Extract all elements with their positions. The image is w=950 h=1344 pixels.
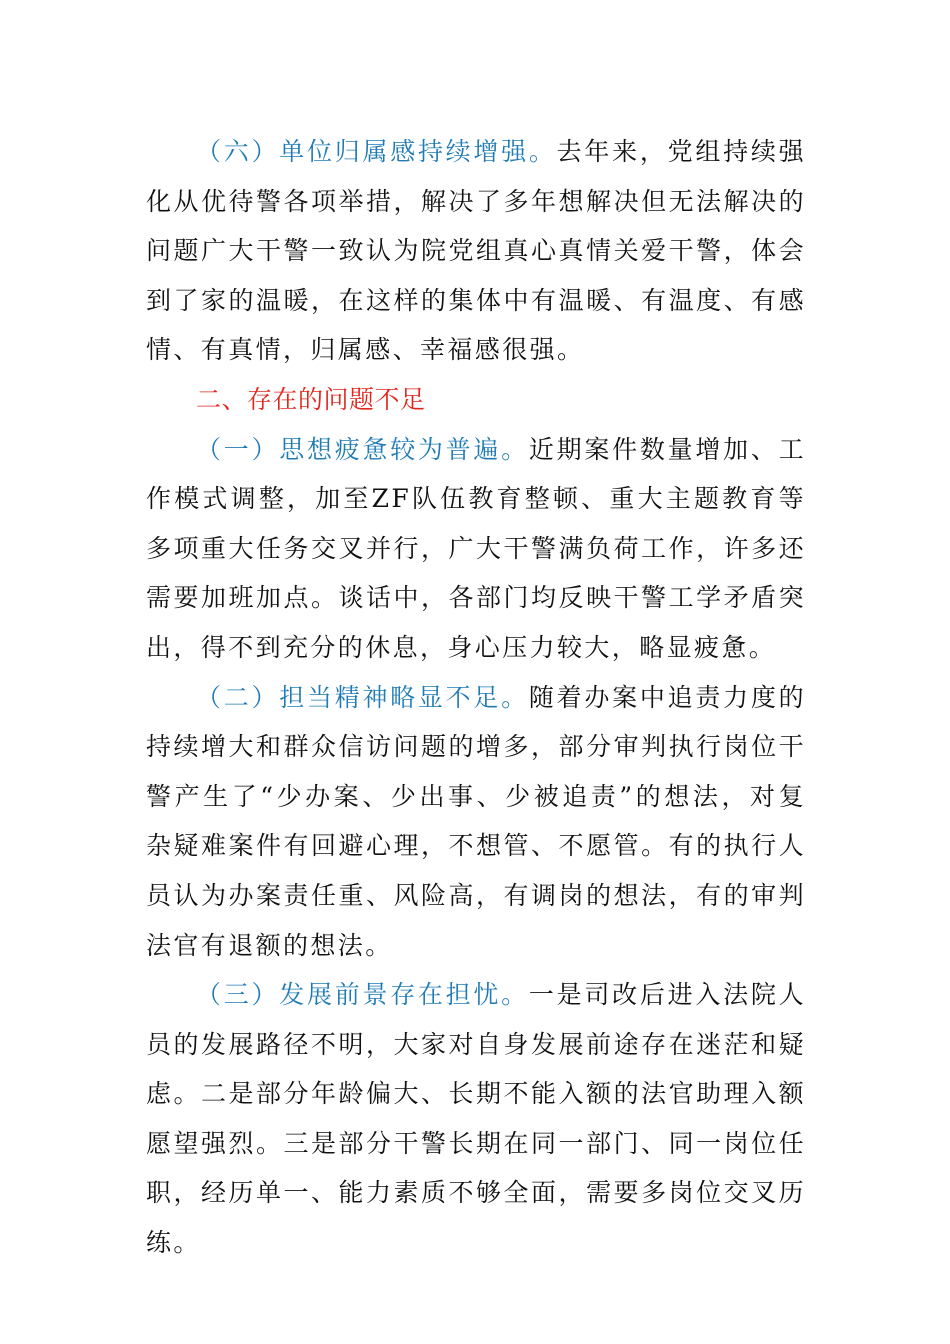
paragraph-heading: （二）担当精神略显不足。: [196, 682, 529, 712]
paragraph-text: 近期案件数量增加、工作模式调整，加至ZF队伍教育整顿、重大主题教育等多项重大任务交叉并行，广大干警满负荷工作，许多还需要加班加点。谈话中，各部门均反映干警工学矛盾突出，得不到充分的休息，身心压力较大，略显疲惫。: [146, 434, 806, 662]
paragraph-unit-belonging: [146, 127, 806, 375]
section-title-problems: 二、存在的问题不足: [196, 384, 426, 414]
paragraph-heading: （六）单位归属感持续增强。: [196, 137, 557, 166]
paragraph-heading: （三）发展前景存在担忧。: [196, 980, 529, 1010]
paragraph-mental-fatigue: [146, 425, 806, 673]
paragraph-responsibility: [146, 673, 806, 971]
paragraph-text: 随着办案中追责力度的持续增大和群众信访问题的增多，部分审判执行岗位干警产生了“少办案、少出事、少被追责”的想法，对复杂疑难案件有回避心理，不想管、不愿管。有的执行人员认为办案责任重、风险高，有调岗的想法，有的审判法官有退额的想法。: [146, 682, 806, 960]
document-body: [146, 127, 806, 1268]
paragraph-text: 去年来，党组持续强化从优待警各项举措，解决了多年想解决但无法解决的问题广大干警一致认为院党组真心真情关爱干警，体会到了家的温暖，在这样的集体中有温暖、有温度、有感情、有真情，归属感、幸福感很强。: [146, 137, 806, 365]
paragraph-career-prospects: [146, 970, 806, 1268]
paragraph-text: 一是司改后进入法院人员的发展路径不明，大家对自身发展前途存在迷茫和疑虑。二是部分年龄偏大、长期不能入额的法官助理入额愿望强烈。三是部分干警长期在同一部门、同一岗位任职，经历单一、能力素质不够全面，需要多岗位交叉历练。: [146, 980, 806, 1258]
paragraph-heading: （一）思想疲惫较为普遍。: [196, 434, 529, 464]
